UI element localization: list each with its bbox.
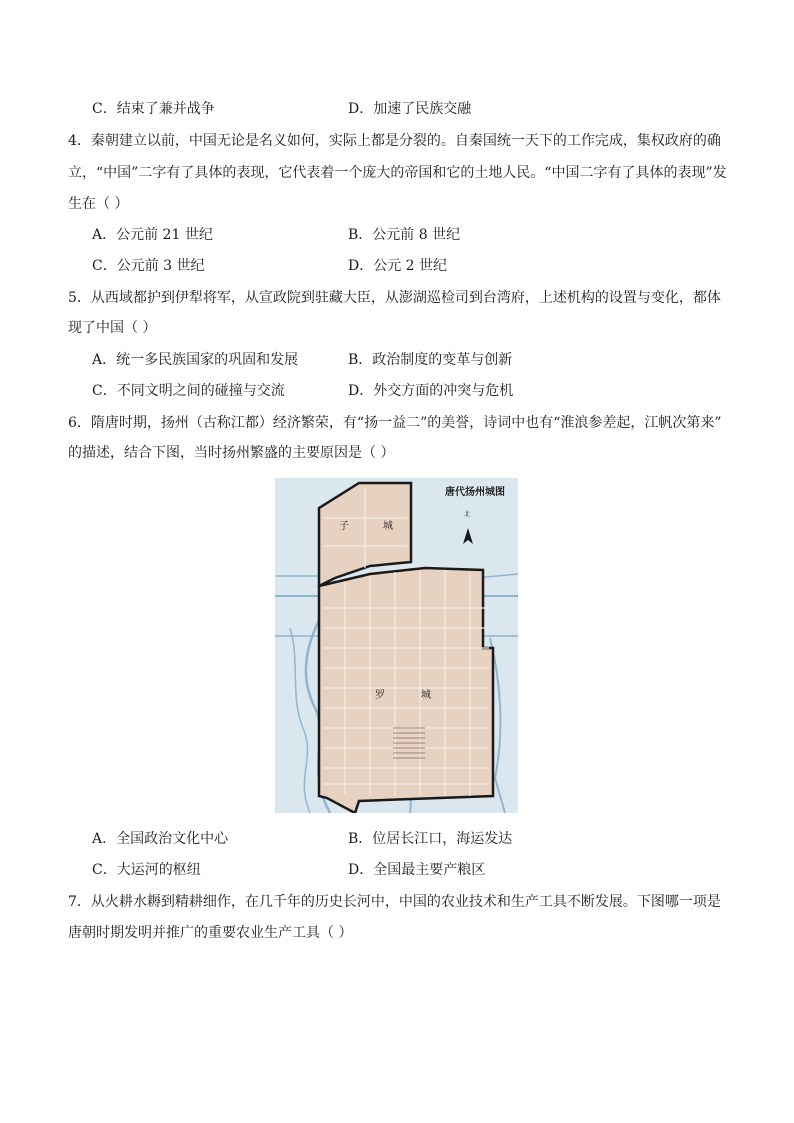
yangzhou-city-map <box>275 478 518 813</box>
q4-option-b: B．公元前 8 世纪 <box>348 227 461 243</box>
q4-option-d: D．公元 2 世纪 <box>348 258 448 274</box>
q6-stem-line2: 的描述，结合下图，当时扬州繁盛的主要原因是（ ） <box>68 445 395 461</box>
zi-label: 子 <box>339 521 349 532</box>
q5-stem-line1: 5．从西域都护到伊犁将军，从宣政院到驻藏大臣，从澎湖巡检司到台湾府，上述机构的设置与变化，都体 <box>68 290 721 306</box>
q5-option-a: A．统一多民族国家的巩固和发展 <box>92 352 299 368</box>
q6-option-d: D．全国最主要产粮区 <box>348 862 486 878</box>
north-label: 北 <box>464 511 471 518</box>
q4-stem-line2: 立，“中国”二字有了具体的表现，它代表着一个庞大的帝国和它的土地人民。“中国二字有了具体的表现”发 <box>68 165 727 181</box>
q4-stem-line1: 4．秦朝建立以前，中国无论是名义如何，实际上都是分裂的。自秦国统一天下的工作完成，集权政府的确 <box>68 133 721 149</box>
q7-stem-line1: 7．从火耕水耨到精耕细作，在几千年的历史长河中，中国的农业技术和生产工具不断发展。下图哪一项是 <box>68 894 721 910</box>
q7-stem-line2: 唐朝时期发明并推广的重要农业生产工具（ ） <box>68 925 353 941</box>
q4-option-c: C．公元前 3 世纪 <box>92 258 205 274</box>
q6-option-b: B．位居长江口，海运发达 <box>348 831 513 847</box>
map-title: 唐代扬州城图 <box>445 487 505 498</box>
north-arrow-icon <box>463 528 473 544</box>
luo-label: 罗 <box>375 690 385 701</box>
q3-option-c: C．结束了兼并战争 <box>92 101 215 117</box>
q5-option-c: C．不同文明之间的碰撞与交流 <box>92 383 285 399</box>
q5-option-d: D．外交方面的冲突与危机 <box>348 383 514 399</box>
q5-stem-line2: 现了中国（ ） <box>68 320 157 336</box>
q4-stem-line3: 生在（ ） <box>68 196 129 212</box>
q6-option-c: C．大运河的枢纽 <box>92 862 201 878</box>
q6-option-a: A．全国政治文化中心 <box>92 831 229 847</box>
luo-cheng-label: 城 <box>421 690 431 701</box>
q5-option-b: B．政治制度的变革与创新 <box>348 352 513 368</box>
zi-cheng-label: 城 <box>383 521 393 532</box>
q6-stem-line1: 6．隋唐时期，扬州（古称江都）经济繁荣，有“扬一益二”的美誉，诗词中也有“淮浪参差起，江帆次第来” <box>68 415 722 431</box>
q3-option-d: D．加速了民族交融 <box>348 101 472 117</box>
q4-option-a: A．公元前 21 世纪 <box>92 227 213 243</box>
